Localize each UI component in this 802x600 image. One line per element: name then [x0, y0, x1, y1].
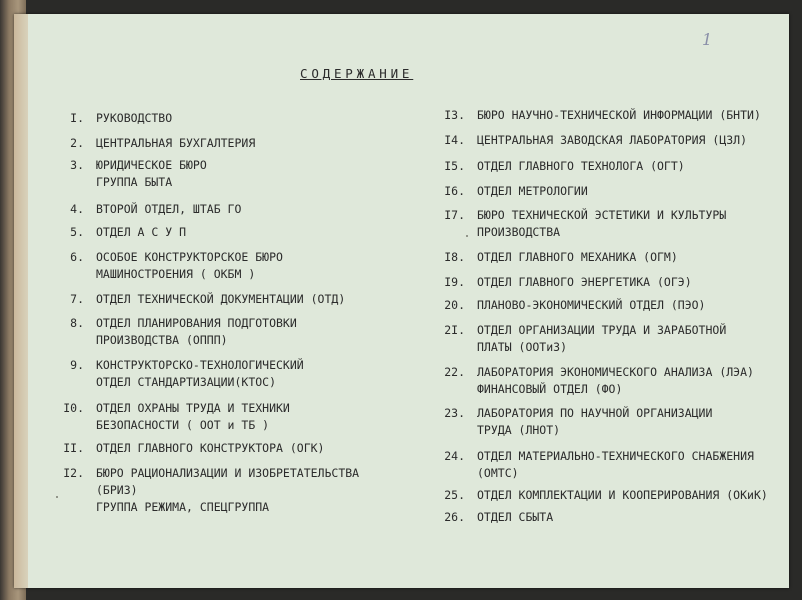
toc-entry	[70, 157, 207, 191]
toc-entry-number: 26.	[444, 510, 465, 524]
toc-entry	[444, 487, 768, 504]
toc-entry-number: I5.	[444, 159, 465, 173]
toc-entry-number: 24.	[444, 449, 465, 463]
toc-entry-text: ОТДЕЛ ОРГАНИЗАЦИИ ТРУДА И ЗАРАБОТНОЙ	[477, 323, 727, 337]
toc-entry-number: 20.	[444, 298, 465, 312]
toc-entry	[444, 364, 754, 398]
toc-entry	[70, 201, 242, 218]
toc-entry-number: 22.	[444, 365, 465, 379]
toc-entry	[70, 110, 173, 127]
sheet-aged-edge	[14, 14, 28, 588]
toc-entry-text: ЛАБОРАТОРИЯ ПО НАУЧНОЙ ОРГАНИЗАЦИИ	[477, 406, 713, 420]
toc-entry-text: ПРОИЗВОДСТВА	[477, 225, 561, 239]
toc-entry-text: ОСОБОЕ КОНСТРУКТОРСКОЕ БЮРО	[96, 250, 283, 264]
toc-entry	[70, 224, 187, 241]
toc-entry-text: ОТДЕЛ МАТЕРИАЛЬНО-ТЕХНИЧЕСКОГО СНАБЖЕНИЯ	[477, 449, 754, 463]
toc-entry	[444, 183, 588, 200]
toc-entry-text: ОТДЕЛ МЕТРОЛОГИИ	[477, 184, 588, 198]
toc-entry-text: ПЛАНОВО-ЭКОНОМИЧЕСКИЙ ОТДЕЛ (ПЭО)	[477, 298, 706, 312]
toc-entry	[444, 107, 761, 124]
toc-entry	[444, 322, 727, 356]
paper-speck	[466, 235, 468, 237]
toc-entry-text: БЕЗОПАСНОСТИ ( ООТ и ТБ )	[96, 418, 270, 432]
toc-entry-text: ГРУППА БЫТА	[96, 175, 173, 189]
toc-entry-text: ОТДЕЛ КОМПЛЕКТАЦИИ И КООПЕРИРОВАНИЯ (ОКиК)	[477, 488, 768, 502]
toc-entry-number: 6.	[70, 250, 84, 264]
toc-entry-number: I.	[70, 111, 84, 125]
toc-entry-text: ВТОРОЙ ОТДЕЛ, ШТАБ ГО	[96, 202, 242, 216]
toc-entry-number: I4.	[444, 133, 465, 147]
toc-entry-text: ЛАБОРАТОРИЯ ЭКОНОМИЧЕСКОГО АНАЛИЗА (ЛЭА)	[477, 365, 754, 379]
page-title: СОДЕРЖАНИЕ	[300, 66, 414, 81]
toc-entry-text: ПЛАТЫ (ООТиЗ)	[477, 340, 568, 354]
toc-entry-number: 25.	[444, 488, 465, 502]
toc-entry	[63, 400, 290, 434]
toc-entry	[63, 465, 360, 516]
toc-entry-text: ОТДЕЛ ГЛАВНОГО КОНСТРУКТОРА (ОГК)	[96, 441, 325, 455]
toc-entry-number: 2I.	[444, 323, 465, 337]
toc-entry-text: ОТДЕЛ ТЕХНИЧЕСКОЙ ДОКУМЕНТАЦИИ (ОТД)	[96, 292, 346, 306]
toc-entry	[444, 405, 713, 439]
toc-entry-number: 4.	[70, 202, 84, 216]
toc-entry	[70, 291, 346, 308]
toc-entry	[444, 132, 748, 149]
toc-entry-text: РУКОВОДСТВО	[96, 111, 173, 125]
toc-entry	[63, 440, 325, 457]
toc-entry-text: ОТДЕЛ ПЛАНИРОВАНИЯ ПОДГОТОВКИ	[96, 316, 297, 330]
toc-entry-number: I3.	[444, 108, 465, 122]
toc-entry-number: 3.	[70, 158, 84, 172]
toc-entry-number: I8.	[444, 250, 465, 264]
toc-entry-text: ЮРИДИЧЕСКОЕ БЮРО	[96, 158, 207, 172]
toc-entry	[70, 357, 304, 391]
toc-entry-text: ПРОИЗВОДСТВА (ОППП)	[96, 333, 228, 347]
toc-entry-number: 9.	[70, 358, 84, 372]
toc-entry-text: ЦЕНТРАЛЬНАЯ ЗАВОДСКАЯ ЛАБОРАТОРИЯ (ЦЗЛ)	[477, 133, 748, 147]
toc-entry-text: (ОМТС)	[477, 466, 519, 480]
toc-entry-text: ОТДЕЛ ГЛАВНОГО ЭНЕРГЕТИКА (ОГЭ)	[477, 275, 692, 289]
toc-entry-text: ОТДЕЛ ГЛАВНОГО МЕХАНИКА (ОГМ)	[477, 250, 678, 264]
toc-entry-number: I7.	[444, 208, 465, 222]
toc-entry	[444, 249, 678, 266]
toc-entry-number: 2.	[70, 136, 84, 150]
toc-entry	[444, 274, 692, 291]
toc-entry	[444, 297, 706, 314]
toc-entry-text: ОТДЕЛ А С У П	[96, 225, 187, 239]
toc-entry-text: ФИНАНСОВЫЙ ОТДЕЛ (ФО)	[477, 382, 623, 396]
toc-entry-number: 5.	[70, 225, 84, 239]
toc-entry-text: БЮРО ТЕХНИЧЕСКОЙ ЭСТЕТИКИ И КУЛЬТУРЫ	[477, 208, 727, 222]
toc-entry-text: ОТДЕЛ СБЫТА	[477, 510, 554, 524]
toc-entry	[70, 249, 283, 283]
toc-entry-number: I0.	[63, 401, 84, 415]
toc-entry-text: БЮРО РАЦИОНАЛИЗАЦИИ И ИЗОБРЕТАТЕЛЬСТВА	[96, 466, 360, 480]
toc-entry-text: КОНСТРУКТОРСКО-ТЕХНОЛОГИЧЕСКИЙ	[96, 358, 304, 372]
toc-entry-text: ТРУДА (ЛНОТ)	[477, 423, 561, 437]
handwritten-page-number: 1	[702, 30, 713, 49]
toc-entry-text: ГРУППА РЕЖИМА, СПЕЦГРУППА	[96, 500, 270, 514]
toc-entry	[70, 135, 256, 152]
toc-entry-number: I9.	[444, 275, 465, 289]
toc-entry-text: ОТДЕЛ ОХРАНЫ ТРУДА И ТЕХНИКИ	[96, 401, 290, 415]
toc-entry-number: 8.	[70, 316, 84, 330]
toc-entry-text: ОТДЕЛ СТАНДАРТИЗАЦИИ(КТОС)	[96, 375, 277, 389]
toc-entry-number: II.	[63, 441, 84, 455]
toc-entry	[444, 509, 554, 526]
paper-speck	[56, 496, 58, 498]
toc-entry-text: БЮРО НАУЧНО-ТЕХНИЧЕСКОЙ ИНФОРМАЦИИ (БНТИ)	[477, 108, 761, 122]
toc-entry-number: I2.	[63, 466, 84, 480]
toc-entry-text: МАШИНОСТРОЕНИЯ ( ОКБМ )	[96, 267, 256, 281]
toc-entry-text: (БРИЗ)	[96, 483, 138, 497]
toc-entry	[70, 315, 297, 349]
toc-entry-number: I6.	[444, 184, 465, 198]
toc-entry-number: 23.	[444, 406, 465, 420]
toc-entry	[444, 158, 685, 175]
toc-entry-text: ОТДЕЛ ГЛАВНОГО ТЕХНОЛОГА (ОГТ)	[477, 159, 685, 173]
toc-entry	[444, 448, 754, 482]
toc-entry-text: ЦЕНТРАЛЬНАЯ БУХГАЛТЕРИЯ	[96, 136, 256, 150]
toc-entry	[444, 207, 727, 241]
toc-entry-number: 7.	[70, 292, 84, 306]
